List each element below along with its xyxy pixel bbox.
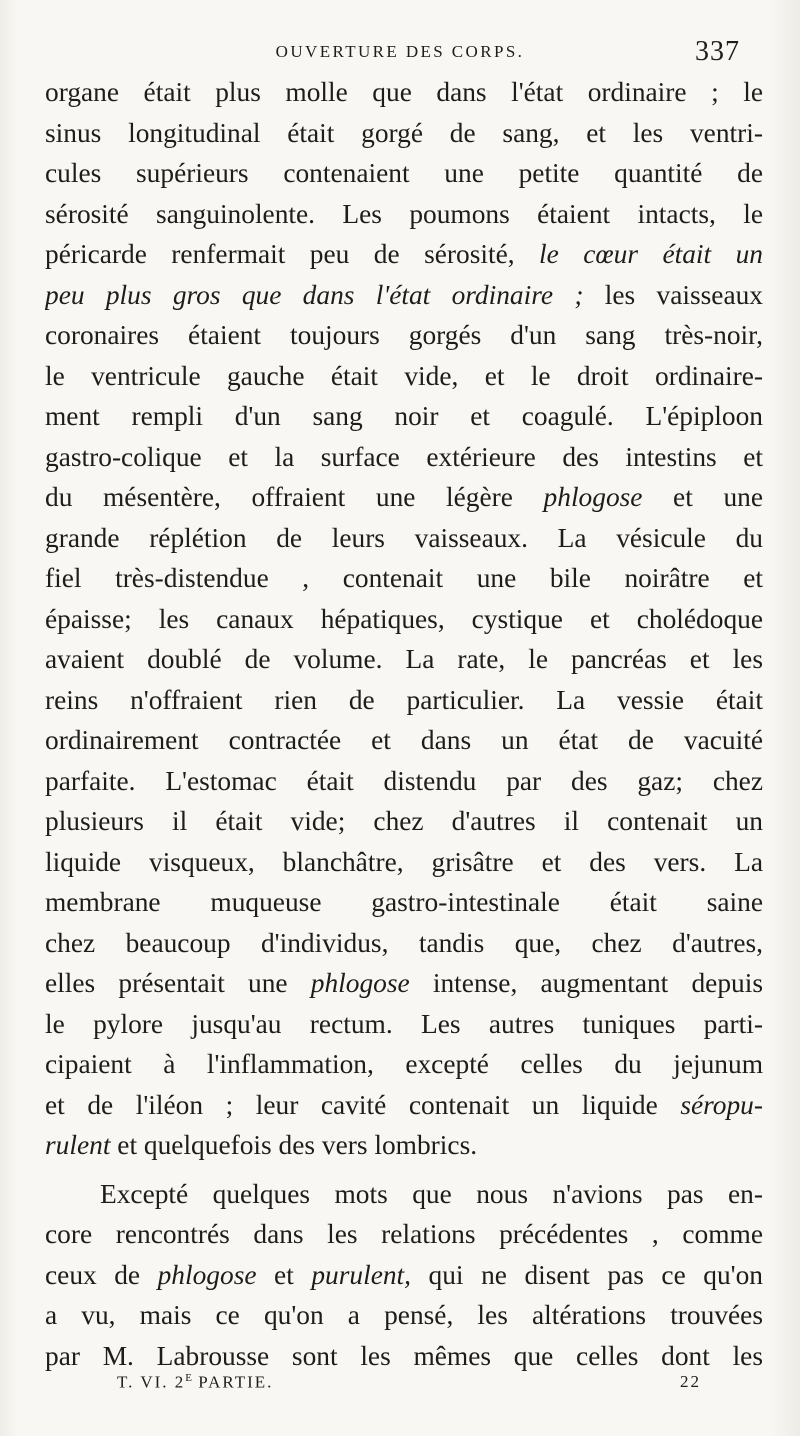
- text-segment: liquide visqueux, blanchâtre, grisâtre et des vers. La: [45, 846, 763, 877]
- text-line: [45, 1044, 763, 1085]
- text-segment: et une: [642, 482, 763, 512]
- text-segment: organe était plus molle que dans l'état ordinaire ; le: [45, 77, 763, 107]
- text-segment: le ventricule gauche était vide, et le droit ordinaire-: [45, 360, 763, 391]
- text-segment: sinus longitudinal était gorgé de sang, et les ventri-: [45, 117, 763, 148]
- text-segment: et: [256, 1259, 312, 1290]
- text-segment: Excepté quelques mots que nous n'avions pas en-: [100, 1178, 763, 1209]
- text-line: [45, 356, 763, 397]
- text-line: [45, 1085, 763, 1126]
- text-segment: le pylore jusqu'au rectum. Les autres tuniques parti-: [45, 1008, 763, 1039]
- text-line: [45, 1336, 763, 1377]
- paragraph-gap: [45, 1166, 763, 1174]
- italic-segment: phlogose: [310, 968, 410, 998]
- text-segment: fiel très-distendue , contenait une bile noirâtre et: [45, 563, 763, 593]
- text-segment: du mésentère, offraient une légère: [45, 482, 544, 512]
- text-line: [45, 963, 763, 1004]
- text-segment: plusieurs il était vide; chez d'autres il contenait un: [45, 806, 763, 836]
- running-title: OUVERTURE DES CORPS.: [275, 42, 525, 61]
- text-segment: par M. Labrousse sont les mêmes que celles dont les: [45, 1340, 763, 1371]
- running-head: [0, 36, 800, 68]
- text-line: [45, 234, 763, 275]
- text-segment: ordinairement contractée et dans un état de vacuité: [45, 725, 763, 755]
- signature-mark: [117, 1372, 273, 1393]
- text-line: [45, 842, 763, 883]
- italic-segment: phlogose: [157, 1259, 257, 1290]
- text-segment: intense, augmentant depuis: [409, 968, 763, 998]
- italic-segment: phlogose: [543, 482, 643, 512]
- text-line: [45, 882, 763, 923]
- text-segment: reins n'offraient rien de particulier. La vessie était: [45, 684, 763, 715]
- text-line: [45, 477, 763, 518]
- text-line: [45, 194, 763, 235]
- text-segment: parfaite. L'estomac était distendu par des gaz; chez: [45, 765, 763, 796]
- text-line: [45, 396, 763, 437]
- text-line: [45, 1255, 763, 1296]
- text-line: [45, 599, 763, 640]
- text-line: [45, 518, 763, 559]
- italic-segment: le cœur était un: [539, 239, 763, 269]
- signature-suffix: PARTIE.: [192, 1372, 274, 1392]
- text-line: [45, 113, 763, 154]
- text-segment: chez beaucoup d'individus, tandis que, chez d'autres,: [45, 927, 763, 958]
- text-segment: et quelquefois des vers lombrics.: [110, 1130, 478, 1160]
- text-line: [45, 761, 763, 802]
- text-line: [45, 801, 763, 842]
- text-line: [45, 275, 763, 316]
- signature-prefix: T. VI. 2: [117, 1372, 186, 1392]
- text-segment: qui ne disent pas ce qu'on: [411, 1259, 763, 1290]
- text-line: [45, 720, 763, 761]
- page-footer: [0, 1372, 800, 1402]
- text-segment: ment rempli d'un sang noir et coagulé. L'épiploon: [45, 401, 763, 431]
- text-line: [45, 72, 763, 113]
- text-segment: a vu, mais ce qu'on a pensé, les altérations trouvées: [45, 1300, 763, 1330]
- text-segment: grande réplétion de leurs vaisseaux. La vésicule du: [45, 522, 763, 553]
- text-segment: gastro-colique et la surface extérieure des intestins et: [45, 441, 763, 472]
- sheet-number: 22: [680, 1372, 701, 1391]
- text-line: [45, 558, 763, 599]
- italic-segment: séropu-: [680, 1089, 763, 1120]
- text-line: [45, 1214, 763, 1255]
- text-line: [45, 315, 763, 356]
- text-line: [45, 680, 763, 721]
- text-segment: épaisse; les canaux hépatiques, cystique et cholédoque: [45, 603, 763, 634]
- text-segment: les vaisseaux: [583, 279, 763, 310]
- text-line: [45, 1125, 763, 1166]
- signature-superscript: E: [185, 1372, 192, 1384]
- text-line: [45, 437, 763, 478]
- text-segment: elles présentait une: [45, 968, 311, 998]
- text-line: [45, 1174, 763, 1215]
- page-number: 337: [695, 36, 740, 67]
- text-segment: avaient doublé de volume. La rate, le pancréas et les: [45, 644, 763, 674]
- body-text: [45, 72, 763, 1371]
- text-segment: cules supérieurs contenaient une petite quantité de: [45, 158, 763, 188]
- text-segment: core rencontrés dans les relations précédentes , comme: [45, 1219, 763, 1249]
- italic-segment: purulent,: [311, 1259, 412, 1290]
- text-line: [45, 639, 763, 680]
- text-segment: péricarde renfermait peu de sérosité,: [45, 239, 540, 269]
- italic-segment: rulent: [45, 1130, 111, 1160]
- text-segment: ceux de: [45, 1259, 158, 1290]
- text-line: [45, 1295, 763, 1336]
- text-segment: sérosité sanguinolente. Les poumons étaient intacts, le: [45, 198, 763, 229]
- italic-segment: peu plus gros que dans l'état ordinaire ;: [45, 279, 584, 310]
- text-segment: cipaient à l'inflammation, excepté celles du jejunum: [45, 1049, 763, 1079]
- text-line: [45, 923, 763, 964]
- text-segment: et de l'iléon ; leur cavité contenait un liquide: [45, 1089, 681, 1120]
- text-segment: coronaires étaient toujours gorgés d'un sang très-noir,: [45, 320, 763, 350]
- text-line: [45, 1004, 763, 1045]
- text-segment: membrane muqueuse gastro-intestinale était saine: [45, 887, 763, 917]
- text-line: [45, 153, 763, 194]
